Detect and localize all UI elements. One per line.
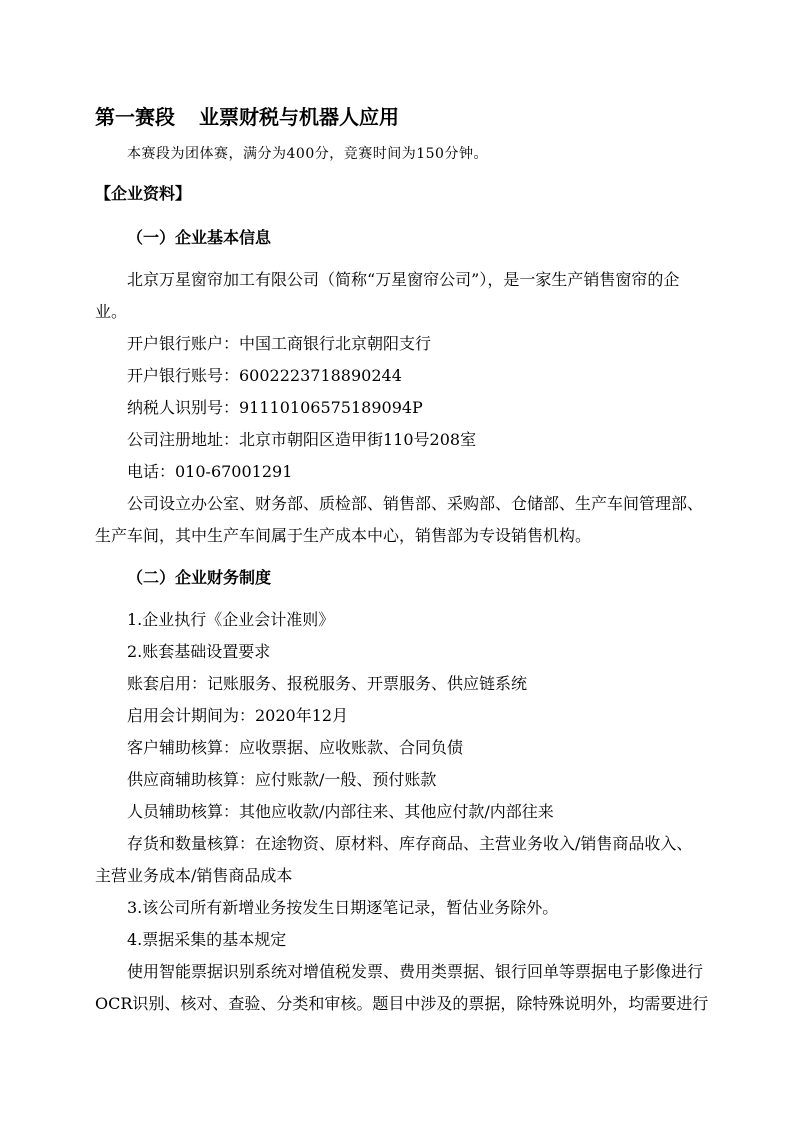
list-item: 人员辅助核算：其他应收款/内部往来、其他应付款/内部往来 [127,802,554,821]
address-line: 公司注册地址：北京市朝阳区造甲街110号208室 [127,430,477,449]
list-item: 3.该公司所有新增业务按发生日期逐笔记录，暂估业务除外。 [127,898,559,917]
list-item: 客户辅助核算：应收票据、应收账款、合同负债 [127,738,464,757]
subsection-heading-finance: （二）企业财务制度 [127,568,272,587]
list-item: 1.企业执行《企业会计准则》 [127,610,335,629]
subsection-heading-basic-info: （一）企业基本信息 [127,228,272,247]
paragraph-line: OCR识别、核对、查验、分类和审核。题目中涉及的票据，除特殊说明外，均需要进行 [95,994,709,1013]
list-item: 账套启用：记账服务、报税服务、开票服务、供应链系统 [127,674,528,693]
title-part: 第一赛段 [95,105,175,129]
list-item: 存货和数量核算：在途物资、原材料、库存商品、主营业务收入/销售商品收入、 [127,834,693,853]
title-text: 业票财税与机器人应用 [199,105,399,129]
intro-paragraph: 本赛段为团体赛，满分为400分，竞赛时间为150分钟。 [127,146,488,162]
paragraph-line: 北京万星窗帘加工有限公司（简称“万星窗帘公司”），是一家生产销售窗帘的企 [127,270,680,289]
account-number-line: 开户银行账号：6002223718890244 [127,366,402,385]
section-heading: 【企业资料】 [95,184,192,203]
paragraph-line: 生产车间，其中生产车间属于生产成本中心，销售部为专设销售机构。 [95,526,592,545]
taxpayer-id-line: 纳税人识别号：91110106575189094P [127,398,423,417]
list-item: 4.票据采集的基本规定 [127,930,287,949]
phone-line: 电话：010-67001291 [127,462,293,481]
bank-account-line: 开户银行账户：中国工商银行北京朝阳支行 [127,334,432,353]
list-item: 启用会计期间为：2020年12月 [127,706,349,725]
list-item: 2.账套基础设置要求 [127,642,271,661]
document-title [95,105,399,129]
paragraph-line: 公司设立办公室、财务部、质检部、销售部、采购部、仓储部、生产车间管理部、 [127,494,704,513]
paragraph-line: 业。 [95,302,128,321]
list-item: 供应商辅助核算：应付账款/一般、预付账款 [127,770,437,789]
paragraph-line: 使用智能票据识别系统对增值税发票、费用类票据、银行回单等票据电子影像进行 [127,962,704,981]
list-item: 主营业务成本/销售商品成本 [95,866,293,885]
